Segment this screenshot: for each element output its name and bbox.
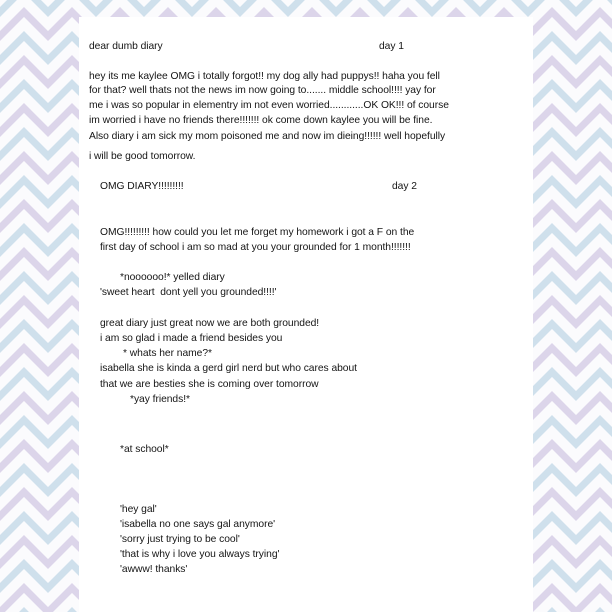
- entry1-line-3: me i was so popular in elementry im not even worried............OK OK!!! of course: [89, 100, 449, 111]
- chevron-stripe: [0, 0, 612, 12]
- entry1-day: day 1: [379, 41, 404, 52]
- entry2-paragraph-line-1: OMG!!!!!!!!! how could you let me forget my homework i got a F on the: [100, 227, 415, 238]
- mom-line: 'sweet heart dont yell you grounded!!!!': [100, 287, 277, 298]
- entry1-line-6: i will be good tomorrow.: [89, 151, 196, 162]
- entry1-line-2: for that? well thats not the news im now going to....... middle school!!!! yay for: [89, 85, 436, 96]
- whats-her-name-line: * whats her name?*: [123, 348, 212, 359]
- entry1-line-1: hey its me kaylee OMG i totally forgot!! my dog ally had puppys!! haha you fell: [89, 71, 440, 82]
- entry2-paragraph-line-2: first day of school i am so mad at you your grounded for 1 month!!!!!!!: [100, 242, 411, 253]
- entry2-day: day 2: [392, 181, 417, 192]
- entry1-line-4: im worried i have no friends there!!!!!!! ok come down kaylee you will be fine.: [89, 115, 433, 126]
- dialogue-line-1: 'hey gal': [120, 504, 157, 515]
- dialogue-line-4: 'that is why i love you always trying': [120, 549, 280, 560]
- dialogue-line-3: 'sorry just trying to be cool': [120, 534, 240, 545]
- dialogue-line-5: 'awww! thanks': [120, 564, 188, 575]
- entry1-line-5: Also diary i am sick my mom poisoned me and now im dieing!!!!!! well hopefully: [89, 131, 446, 142]
- entry2-heading: OMG DIARY!!!!!!!!!: [100, 181, 184, 192]
- isabella-line-2: that we are besties she is coming over tomorrow: [100, 379, 319, 390]
- friend-line: i am so glad i made a friend besides you: [100, 333, 283, 344]
- grounded-line: great diary just great now we are both grounded!: [100, 318, 320, 329]
- dialogue-line-2: 'isabella no one says gal anymore': [120, 519, 276, 530]
- entry1-heading: dear dumb diary: [89, 41, 163, 52]
- diary-yell-line: *noooooo!* yelled diary: [120, 272, 225, 283]
- yay-friends-line: *yay friends!*: [130, 394, 190, 405]
- isabella-line-1: isabella she is kinda a gerd girl nerd but who cares about: [100, 363, 357, 374]
- at-school-line: *at school*: [120, 444, 169, 455]
